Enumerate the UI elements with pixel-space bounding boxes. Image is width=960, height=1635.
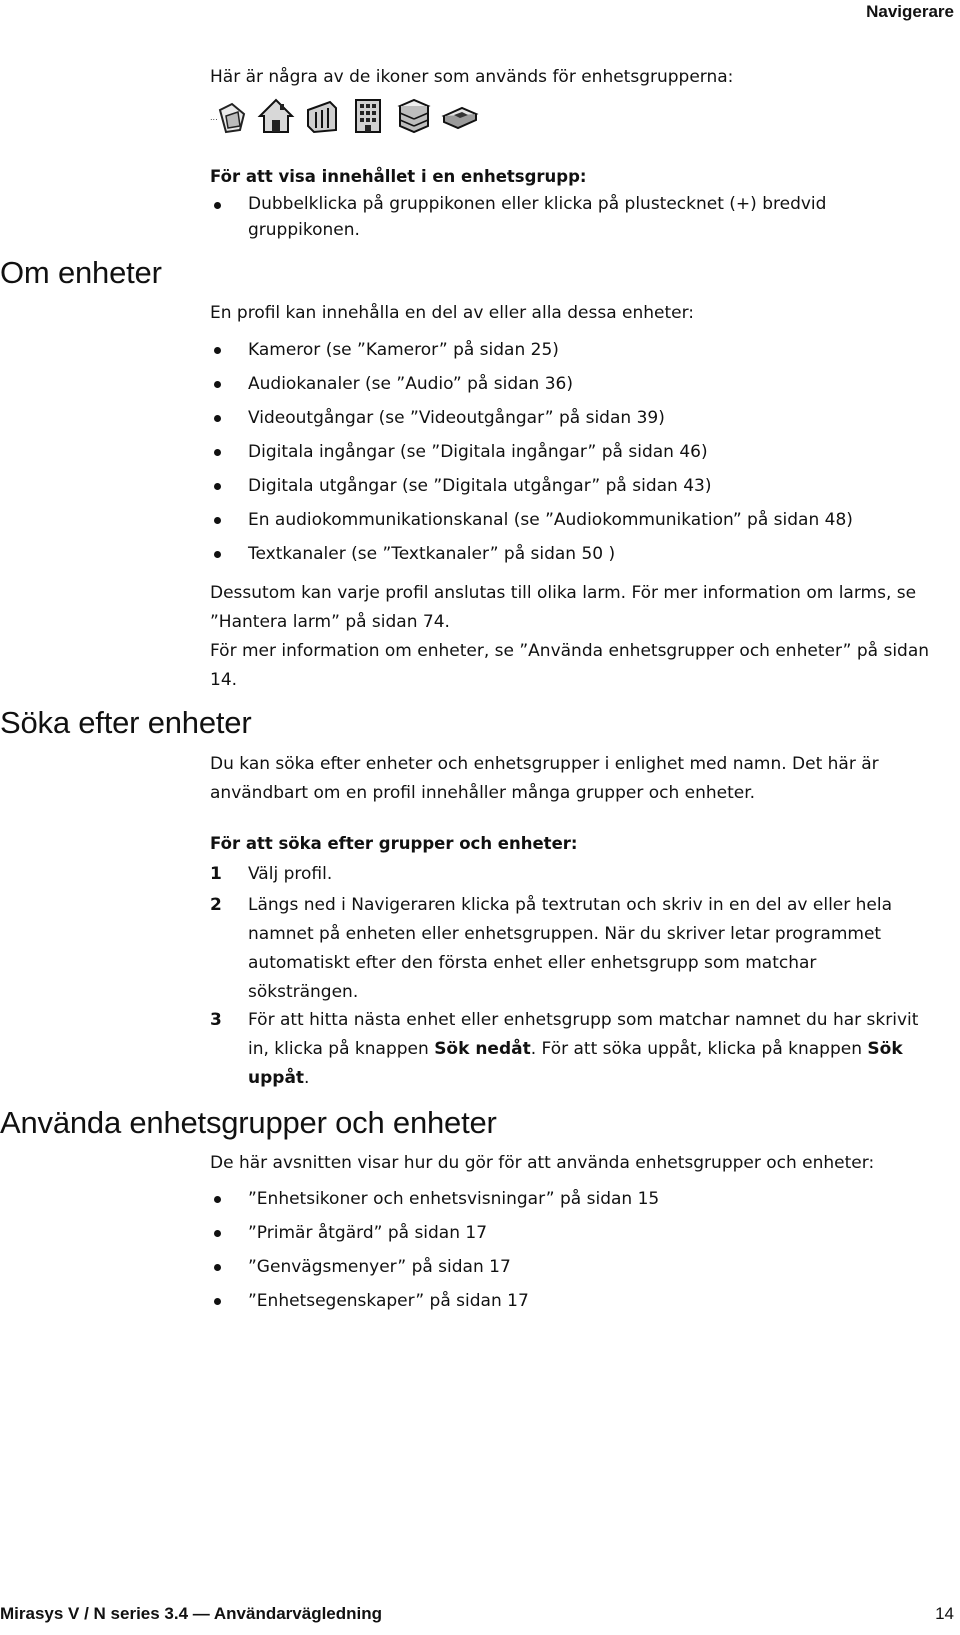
footer-page-number: 14 [935,1604,954,1623]
bullet-icon [214,415,221,422]
search-lead: För att söka efter grupper och enheter: [210,834,578,853]
anvanda-intro: De här avsnitten visar hur du gör för att använda enhetsgrupper och enheter: [210,1153,875,1173]
step-text: För att hitta nästa enhet eller enhetsgrupp som matchar namnet du har skrivit in, klicka på knappen Sök nedåt. För att söka uppåt, klicka på knappen Sök uppåt. [248,1010,919,1088]
step-number: 2 [210,895,222,915]
heading-om-enheter: Om enheter [0,255,162,290]
list-item: ”Genvägsmenyer” på sidan 17 [210,1253,930,1282]
list-item: Videoutgångar (se ”Videoutgångar” på sidan 39) [210,404,930,433]
bullet-icon [214,551,221,558]
bullet-icon [214,517,221,524]
running-header: Navigerare [866,2,954,21]
heading-anvanda: Använda enhetsgrupper och enheter [0,1105,497,1140]
step-text: Välj profil. [248,864,333,884]
step-item [210,860,930,889]
step-item [210,1006,930,1093]
drive-icon [440,96,480,136]
bullet-icon [214,381,221,388]
search-up-label: Sök uppåt [248,1039,903,1088]
view-group-list [210,191,930,248]
bullet-icon [214,449,221,456]
step-number: 1 [210,864,222,884]
section-link-list [210,1185,930,1321]
bullet-icon [214,202,221,209]
list-item: Audiokanaler (se ”Audio” på sidan 36) [210,370,930,399]
list-item: ”Enhetsikoner och enhetsvisningar” på sidan 15 [210,1185,930,1214]
footer-document-title: Mirasys V / N series 3.4 — Användarvägledning [0,1604,383,1623]
svg-text:...: ... [210,113,218,122]
group-icons-row [210,96,490,144]
search-down-label: Sök nedåt [434,1039,531,1059]
building-icon [348,96,388,136]
list-item: En audiokommunikationskanal (se ”Audiokommunikation” på sidan 48) [210,506,930,535]
list-item: Textkanaler (se ”Textkanaler” på sidan 50 ) [210,540,930,569]
device-type-list [210,336,930,574]
bullet-icon [214,1264,221,1271]
list-item: Kameror (se ”Kameror” på sidan 25) [210,336,930,365]
icons-intro: Här är några av de ikoner som används för enhetsgrupperna: [210,67,734,87]
list-item: Digitala utgångar (se ”Digitala utgångar” på sidan 43) [210,472,930,501]
bullet-icon [214,1298,221,1305]
heading-soka-efter-enheter: Söka efter enheter [0,705,252,740]
om-enheter-intro: En profil kan innehålla en del av eller alla dessa enheter: [210,303,695,323]
list-item: Dubbelklicka på gruppikonen eller klicka på plustecknet (+) bredvid gruppikonen. [210,191,930,243]
folder-icon [210,96,250,136]
server-stack-icon [394,96,434,136]
alarm-paragraph: Dessutom kan varje profil anslutas till olika larm. För mer information om larms, se ”Hantera larm” på sidan 74. [210,583,917,632]
more-info-paragraph: För mer information om enheter, se ”Använda enhetsgrupper och enheter” på sidan 14. [210,641,930,690]
step-text: Längs ned i Navigeraren klicka på textrutan och skriv in en del av eller hela namnet på enheten eller enhetsgruppen. När du skriver letar programmet automatiskt efter den första enhet eller enhetsgrupp som matchar söksträngen. [248,895,893,1002]
bullet-icon [214,347,221,354]
list-item: Digitala ingångar (se ”Digitala ingångar” på sidan 46) [210,438,930,467]
list-item: ”Enhetsegenskaper” på sidan 17 [210,1287,930,1316]
office-icon [302,96,342,136]
search-intro: Du kan söka efter enheter och enhetsgrupper i enlighet med namn. Det här är användbart om en profil innehåller många grupper och enheter. [210,754,879,803]
step-item [210,891,930,1007]
house-icon [256,96,296,136]
view-group-lead: För att visa innehållet i en enhetsgrupp: [210,167,587,186]
bullet-icon [214,1230,221,1237]
bullet-icon [214,483,221,490]
step-number: 3 [210,1010,222,1030]
bullet-icon [214,1196,221,1203]
list-item: ”Primär åtgärd” på sidan 17 [210,1219,930,1248]
